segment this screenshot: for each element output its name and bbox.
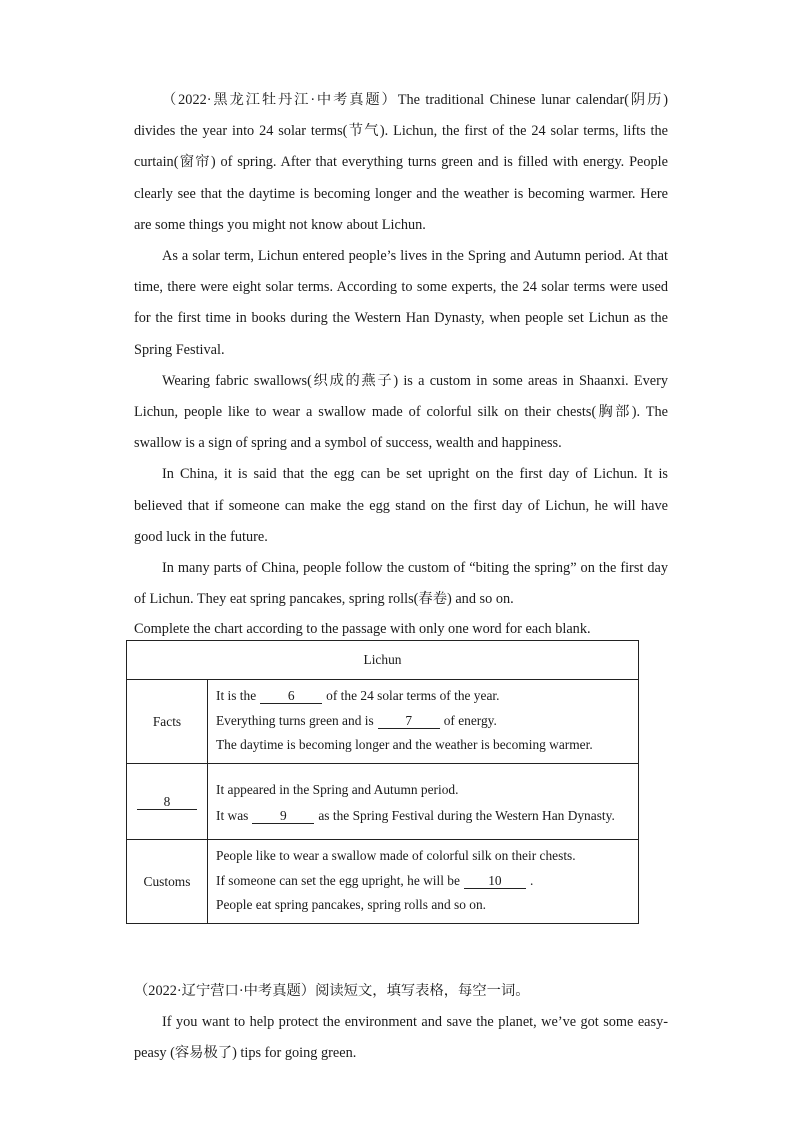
passage-2-source: （2022·辽宁营口·中考真题）阅读短文，填写表格，每空一词。 xyxy=(134,983,530,999)
facts-label: Facts xyxy=(127,680,208,764)
blank-6[interactable]: 6 xyxy=(260,688,322,704)
history-row xyxy=(127,764,639,840)
chart-table xyxy=(126,640,639,924)
passage-1-paragraph-1-text: The traditional Chinese lunar calendar(阴历) divides the year into 24 solar terms(节气). Lichun, the first of the 24 solar terms, lifts the curtain(窗帘) of spring. After that everything turns green and is filled with energy. People clearly see that the daytime is becoming longer and the weather is becoming warmer. Here are some things you might not know about Lichun. xyxy=(134,92,668,233)
lichun-chart xyxy=(126,640,639,924)
chart-instruction: Complete the chart according to the passage with only one word for each blank. xyxy=(134,621,591,638)
passage-2 xyxy=(134,976,668,1069)
passage-1 xyxy=(134,85,668,644)
facts-line-2: Everything turns green and is 7 of energy. xyxy=(216,712,497,728)
customs-line-2: If someone can set the egg upright, he will be 10 . xyxy=(216,872,534,888)
history-label xyxy=(127,764,208,840)
customs-line-1: People like to wear a swallow made of colorful silk on their chests. xyxy=(216,848,576,864)
passage-1-paragraph-2: As a solar term, Lichun entered people’s lives in the Spring and Autumn period. At that time, there were eight solar terms. According to some experts, the 24 solar terms were used for the first time in books during the Western Han Dynasty, when people set Lichun as the Spring Festival. xyxy=(134,248,668,358)
facts-row xyxy=(127,680,639,764)
passage-1-paragraph-4: In China, it is said that the egg can be set upright on the first day of Lichun. It is believed that if someone can make the egg stand on the first day of Lichun, he will have good luck in the future. xyxy=(134,466,668,545)
chart-title-row xyxy=(127,641,639,680)
history-line-2: It was 9 as the Spring Festival during the Western Han Dynasty. xyxy=(216,807,615,823)
blank-7[interactable]: 7 xyxy=(378,713,440,729)
passage-2-paragraph-1: If you want to help protect the environment and save the planet, we’ve got some easy-peasy (容易极了) tips for going green. xyxy=(134,1014,668,1062)
customs-label: Customs xyxy=(127,840,208,924)
facts-content xyxy=(208,680,639,764)
passage-1-paragraph-1 xyxy=(134,85,668,241)
blank-10[interactable]: 10 xyxy=(464,873,526,889)
passage-1-paragraph-3: Wearing fabric swallows(织成的燕子) is a custom in some areas in Shaanxi. Every Lichun, people like to wear a swallow made of colorful silk on their chests(胸部). The swallow is a sign of spring and a symbol of success, wealth and happiness. xyxy=(134,372,668,452)
facts-line-3: The daytime is becoming longer and the weather is becoming warmer. xyxy=(216,737,593,753)
blank-9[interactable]: 9 xyxy=(252,808,314,824)
history-line-1: It appeared in the Spring and Autumn period. xyxy=(216,782,459,798)
blank-8[interactable]: 8 xyxy=(137,794,197,810)
customs-line-3: People eat spring pancakes, spring rolls and so on. xyxy=(216,897,486,913)
history-content xyxy=(208,764,639,840)
customs-row xyxy=(127,840,639,924)
passage-1-paragraph-5: In many parts of China, people follow the custom of “biting the spring” on the first day of Lichun. They eat spring pancakes, spring rolls(春卷) and so on. xyxy=(134,560,668,608)
customs-content xyxy=(208,840,639,924)
facts-line-1: It is the 6 of the 24 solar terms of the year. xyxy=(216,688,500,704)
passage-1-source: （2022·黑龙江牡丹江·中考真题） xyxy=(162,92,398,108)
chart-title: Lichun xyxy=(127,641,639,680)
